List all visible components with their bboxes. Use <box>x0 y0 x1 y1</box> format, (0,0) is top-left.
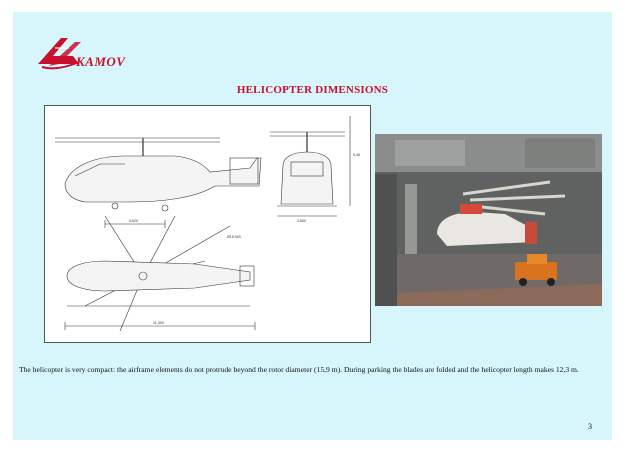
dim-overall-length: 11,300 <box>153 321 164 325</box>
dim-width-front: 3,800 <box>297 219 306 223</box>
dim-length-side: 5,620 <box>129 219 138 223</box>
dim-rotor-diameter: Ø15,900 <box>227 235 241 239</box>
page-number: 3 <box>588 422 592 431</box>
helicopter-deck-photo <box>375 134 602 306</box>
slide-title: HELICOPTER DIMENSIONS <box>236 84 389 96</box>
slide <box>13 12 612 440</box>
helicopter-schematic <box>45 106 370 342</box>
dim-height: 5,45 <box>353 153 360 157</box>
brand-name: KAMOV <box>76 54 126 69</box>
caption-text: The helicopter is very compact: the airframe elements do not protrude beyond the rotor diameter (15,9 m). During parking the blades are folded and the helicopter length makes 12,3 m. <box>19 365 579 374</box>
dimension-drawing <box>44 105 371 343</box>
